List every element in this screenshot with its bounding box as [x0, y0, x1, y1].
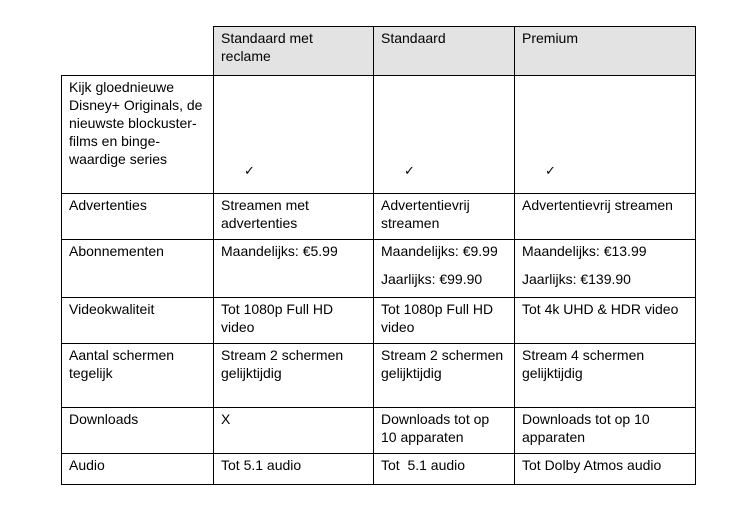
cell-downloads-col3: Downloads tot op 10 apparaten [515, 408, 696, 454]
cell-screens-col3: Stream 4 schermen gelijktijdig [515, 344, 696, 408]
row-label-screens: Aantal schermen tegelijk [62, 344, 214, 408]
table-row-downloads [62, 408, 696, 454]
cell-audio-col2: Tot 5.1 audio [374, 454, 515, 485]
cell-subscriptions-col1: Maandelijks: €5.99 [214, 240, 374, 298]
checkmark-icon: ✓ [404, 164, 415, 179]
header-premium: Premium [515, 27, 696, 76]
cell-downloads-col2: Downloads tot op 10 apparaten [374, 408, 515, 454]
price-yearly: Jaarlijks: €139.90 [522, 271, 631, 287]
cell-content-col2 [374, 76, 515, 194]
cell-video-col1: Tot 1080p Full HD video [214, 298, 374, 344]
cell-screens-col1: Stream 2 schermen gelijktijdig [214, 344, 374, 408]
row-label-video: Videokwaliteit [62, 298, 214, 344]
cell-subscriptions-col2 [374, 240, 515, 298]
cell-ads-col2: Advertentievrij streamen [374, 194, 515, 240]
row-label-content: Kijk gloednieuwe Disney+ Originals, de nieuwste blockuster-films en binge-waardige series [62, 76, 214, 194]
header-standard: Standaard [374, 27, 515, 76]
row-label-ads: Advertenties [62, 194, 214, 240]
cell-downloads-col1: X [214, 408, 374, 454]
price-monthly: Maandelijks: €9.99 [381, 243, 498, 259]
table-row-audio [62, 454, 696, 485]
cell-screens-col2: Stream 2 schermen gelijktijdig [374, 344, 515, 408]
cell-ads-col1: Streamen met advertenties [214, 194, 374, 240]
checkmark-icon: ✓ [244, 164, 255, 179]
price-yearly: Jaarlijks: €99.90 [381, 271, 483, 287]
table-row-content [62, 76, 696, 194]
table-row-subscriptions [62, 240, 696, 298]
cell-video-col3: Tot 4k UHD & HDR video [515, 298, 696, 344]
cell-audio-col3: Tot Dolby Atmos audio [515, 454, 696, 485]
cell-subscriptions-col3 [515, 240, 696, 298]
cell-ads-col3: Advertentievrij streamen [515, 194, 696, 240]
checkmark-icon: ✓ [545, 164, 556, 179]
plan-comparison-table [61, 26, 696, 485]
cell-content-col1 [214, 76, 374, 194]
row-label-downloads: Downloads [62, 408, 214, 454]
cell-content-col3 [515, 76, 696, 194]
table-row-screens [62, 344, 696, 408]
header-blank-cell [62, 27, 214, 76]
table-row-video [62, 298, 696, 344]
cell-audio-col1: Tot 5.1 audio [214, 454, 374, 485]
price-monthly: Maandelijks: €13.99 [522, 243, 647, 259]
table-row-ads [62, 194, 696, 240]
header-standard-with-ads: Standaard met reclame [214, 27, 374, 76]
row-label-audio: Audio [62, 454, 214, 485]
header-row [62, 27, 696, 76]
row-label-subscriptions: Abonnementen [62, 240, 214, 298]
cell-video-col2: Tot 1080p Full HD video [374, 298, 515, 344]
